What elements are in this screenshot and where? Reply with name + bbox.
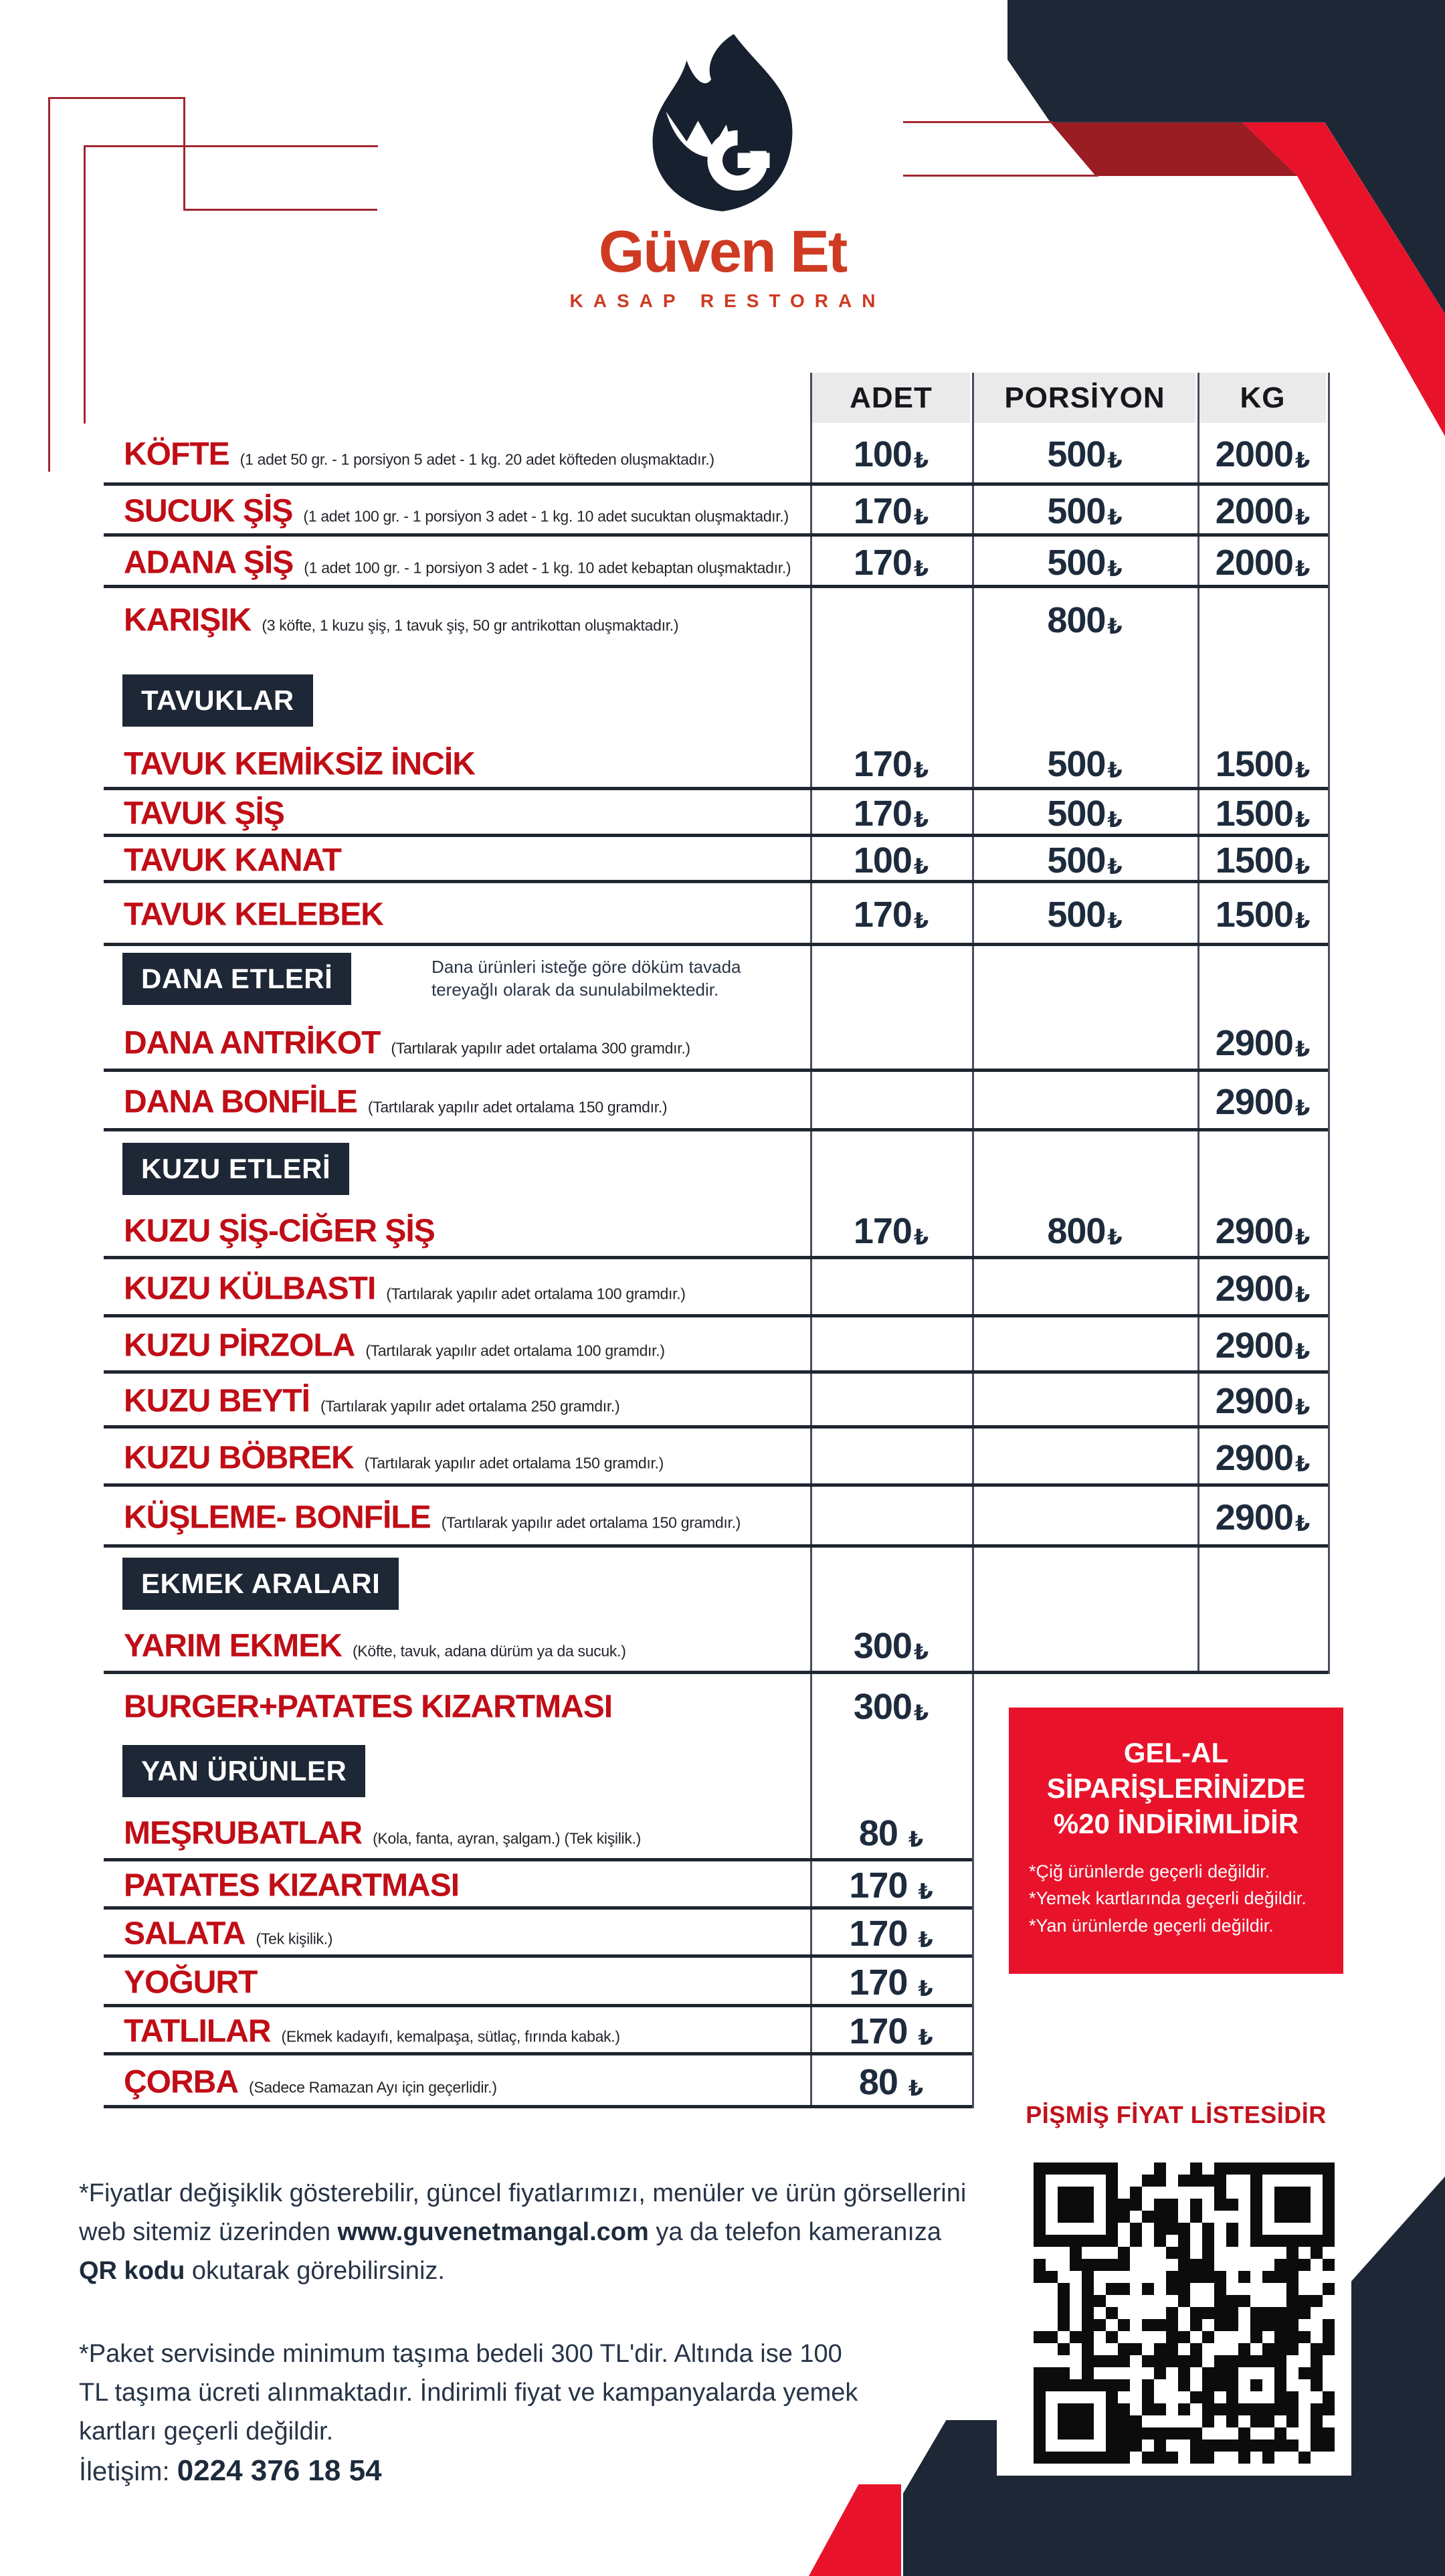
price-amount: 800 — [1047, 600, 1106, 640]
price-kg — [1197, 1210, 1328, 1252]
price-kg — [1197, 743, 1328, 785]
price-amount: 100 — [853, 434, 912, 474]
menu-row — [104, 2007, 1328, 2055]
price-porsiyon — [972, 894, 1197, 935]
lira-sign: ₺ — [913, 854, 929, 879]
price-kg — [1197, 434, 1328, 475]
price-amount: 1500 — [1215, 895, 1293, 935]
section-title: EKMEK ARALARI — [141, 1568, 381, 1599]
lira-sign: ₺ — [1294, 1225, 1311, 1249]
bottom-navy-wedge — [1351, 2177, 1445, 2476]
price-adet — [810, 2011, 972, 2052]
menu-row — [104, 1429, 1328, 1487]
item-name: KUZU ŞİŞ-CİĞER ŞİŞ — [124, 1213, 435, 1249]
lira-sign: ₺ — [1294, 1095, 1311, 1120]
price-kg — [1197, 1380, 1328, 1422]
lira-sign: ₺ — [1294, 1511, 1311, 1536]
website-url: www.guvenetmangal.com — [337, 2217, 649, 2246]
item-name: MEŞRUBATLAR — [124, 1815, 363, 1851]
price-porsiyon — [972, 1210, 1197, 1252]
lira-sign: ₺ — [1294, 808, 1311, 832]
item-note: (Köfte, tavuk, adana dürüm ya da sucuk.) — [352, 1642, 626, 1660]
lira-sign: ₺ — [1107, 808, 1123, 832]
price-adet — [810, 542, 972, 583]
lira-sign: ₺ — [1294, 1340, 1311, 1364]
price-amount: 2900 — [1215, 1023, 1293, 1063]
gel-al-note: *Yemek kartlarında geçerli değildir. — [1029, 1888, 1307, 1909]
lira-sign: ₺ — [918, 1928, 933, 1952]
brand-logo — [0, 32, 1445, 312]
price-kg — [1197, 542, 1328, 583]
lira-sign: ₺ — [1294, 556, 1311, 581]
item-name: BURGER+PATATES KIZARTMASI — [124, 1689, 613, 1725]
item-note: (1 adet 50 gr. - 1 porsiyon 5 adet - 1 kg. 20 adet köfteden oluşmaktadır.) — [239, 450, 714, 468]
price-amount: 170 — [849, 1914, 908, 1954]
menu-row — [104, 588, 1328, 652]
item-note: (Tek kişilik.) — [256, 1930, 333, 1948]
lira-sign: ₺ — [918, 2025, 933, 2049]
column-header-adet: ADET — [812, 373, 970, 423]
gel-al-title-line: SİPARİŞLERİNİZDE — [1046, 1772, 1306, 1804]
menu-row — [104, 1487, 1328, 1548]
price-amount: 800 — [1047, 1211, 1106, 1251]
menu-row — [104, 423, 1328, 486]
price-amount: 1500 — [1215, 840, 1293, 881]
section-badge — [122, 674, 313, 727]
price-amount: 170 — [853, 491, 912, 531]
item-note: (Tartılarak yapılır adet ortalama 150 gramdır.) — [441, 1513, 741, 1531]
price-kg — [1197, 840, 1328, 881]
lira-sign: ₺ — [1107, 614, 1123, 638]
price-amount: 170 — [853, 794, 912, 834]
footer-note-delivery: *Paket servisinde minimum taşıma bedeli 300 TL'dir. Altında ise 100 TL taşıma ücreti alınmaktadır. İndirimli fiyat ve kampanyalarda yemek kartları geçerli değildir. — [79, 2340, 858, 2446]
price-amount: 100 — [853, 840, 912, 881]
price-amount: 170 — [849, 1962, 908, 2003]
price-porsiyon — [972, 600, 1197, 641]
item-name: TAVUK KANAT — [124, 842, 341, 878]
price-adet — [810, 1686, 972, 1728]
lira-sign: ₺ — [913, 808, 929, 832]
menu-section-row — [104, 674, 1328, 727]
item-name: KUZU KÜLBASTI — [124, 1271, 376, 1306]
price-adet — [810, 1210, 972, 1252]
item-name: SUCUK ŞİŞ — [124, 493, 293, 529]
item-note: (Tartılarak yapılır adet ortalama 100 gramdır.) — [386, 1285, 686, 1302]
section-title: TAVUKLAR — [141, 684, 294, 716]
gel-al-discount-box — [1009, 1708, 1343, 1974]
lira-sign: ₺ — [908, 2076, 924, 2100]
contact-label: İletişim: — [79, 2457, 177, 2486]
lira-sign: ₺ — [1107, 556, 1123, 581]
lira-sign: ₺ — [1294, 448, 1311, 472]
price-amount: 500 — [1047, 840, 1106, 881]
price-amount: 2900 — [1215, 1497, 1293, 1538]
item-name: TAVUK KELEBEK — [124, 897, 383, 933]
item-note: (Sadece Ramazan Ayı için geçerlidir.) — [249, 2078, 497, 2096]
bottom-navy-tower — [903, 2420, 997, 2576]
price-porsiyon — [972, 434, 1197, 475]
price-adet — [810, 894, 972, 935]
bottom-red-band — [809, 2484, 901, 2576]
lira-sign: ₺ — [913, 1701, 929, 1725]
price-adet — [810, 1962, 972, 2003]
menu-row — [104, 883, 1328, 946]
price-adet — [810, 793, 972, 834]
qr-code — [1034, 2163, 1335, 2464]
price-amount: 500 — [1047, 491, 1106, 531]
lira-sign: ₺ — [1107, 448, 1123, 472]
section-title: DANA ETLERİ — [141, 963, 333, 994]
price-amount: 80 — [858, 2061, 898, 2102]
price-amount: 500 — [1047, 895, 1106, 935]
contact-line — [79, 2454, 382, 2488]
item-name: TAVUK KEMİKSİZ İNCİK — [124, 746, 475, 782]
price-adet — [810, 743, 972, 785]
item-note: (1 adet 100 gr. - 1 porsiyon 3 adet - 1 kg. 10 adet sucuktan oluşmaktadır.) — [303, 507, 789, 525]
menu-row — [104, 486, 1328, 537]
price-amount: 80 — [858, 1813, 898, 1853]
item-name: SALATA — [124, 1916, 246, 1952]
item-note: (Kola, fanta, ayran, şalgam.) (Tek kişilik.) — [373, 1829, 642, 1847]
price-amount: 300 — [853, 1626, 912, 1666]
lira-sign: ₺ — [918, 1879, 933, 1904]
price-porsiyon — [972, 840, 1197, 881]
column-header-kg: KG — [1199, 373, 1326, 423]
lira-sign: ₺ — [1294, 1282, 1311, 1307]
menu-row — [104, 1072, 1328, 1131]
price-amount: 170 — [849, 2011, 908, 2051]
lira-sign: ₺ — [913, 556, 929, 581]
lira-sign: ₺ — [1107, 854, 1123, 879]
column-header-porsiyon: PORSİYON — [974, 373, 1195, 423]
price-adet — [810, 1813, 972, 1854]
item-note: (Tartılarak yapılır adet ortalama 100 gramdır.) — [365, 1342, 665, 1360]
price-amount: 170 — [849, 1865, 908, 1906]
cooked-price-note: PİŞMİŞ FİYAT LİSTESİDİR — [1026, 2101, 1327, 2128]
price-amount: 2000 — [1215, 434, 1293, 474]
gel-al-title-line: GEL-AL — [1123, 1737, 1229, 1768]
menu-row — [104, 1618, 1328, 1674]
item-name: KARIŞIK — [124, 602, 252, 638]
item-name: TAVUK ŞİŞ — [124, 796, 284, 832]
item-name: KÖFTE — [124, 436, 229, 472]
table-grid-line — [1328, 373, 1330, 1674]
contact-phone: 0224 376 18 54 — [177, 2454, 382, 2487]
item-name: TATLILAR — [124, 2013, 271, 2049]
menu-row — [104, 790, 1328, 837]
item-name: DANA ANTRİKOT — [124, 1025, 381, 1061]
gel-al-note: *Yan ürünlerde geçerli değildir. — [1029, 1915, 1274, 1936]
item-name: KUZU BÖBREK — [124, 1440, 354, 1475]
item-name: YOĞURT — [124, 1964, 258, 2001]
item-note: (Ekmek kadayıfı, kemalpaşa, sütlaç, fırında kabak.) — [281, 2027, 620, 2045]
item-note: (3 köfte, 1 kuzu şiş, 1 tavuk şiş, 50 gr antrikottan oluşmaktadır.) — [262, 616, 679, 634]
section-badge — [122, 1558, 399, 1610]
price-adet — [810, 1865, 972, 1906]
price-porsiyon — [972, 743, 1197, 785]
price-kg — [1197, 1325, 1328, 1366]
price-amount: 500 — [1047, 434, 1106, 474]
item-name: KÜŞLEME- BONFİLE — [124, 1499, 431, 1535]
price-kg — [1197, 894, 1328, 935]
price-amount: 170 — [853, 744, 912, 784]
menu-row — [104, 1317, 1328, 1374]
price-porsiyon — [972, 793, 1197, 834]
price-amount: 2900 — [1215, 1325, 1293, 1366]
price-adet — [810, 434, 972, 475]
footer-text: *Fiyatlar değişiklik gösterebilir, güncel fiyatlarımızı, menüler ve ürün görsellerini web sitemiz üzerinden — [79, 2179, 967, 2246]
price-amount: 2900 — [1215, 1211, 1293, 1251]
item-note: (Tartılarak yapılır adet ortalama 150 gramdır.) — [367, 1098, 668, 1115]
lira-sign: ₺ — [1294, 854, 1311, 879]
price-kg — [1197, 1437, 1328, 1479]
price-amount: 2000 — [1215, 491, 1293, 531]
menu-section-row — [104, 1558, 1328, 1610]
price-amount: 2900 — [1215, 1381, 1293, 1421]
lira-sign: ₺ — [1294, 505, 1311, 529]
price-amount: 500 — [1047, 744, 1106, 784]
price-porsiyon — [972, 490, 1197, 532]
price-adet — [810, 1625, 972, 1667]
price-kg — [1197, 1022, 1328, 1064]
menu-row — [104, 537, 1328, 588]
price-adet — [810, 840, 972, 881]
item-name: PATATES KIZARTMASI — [124, 1867, 460, 1904]
section-title: KUZU ETLERİ — [141, 1153, 331, 1184]
footer-text: ya da telefon kameranıza — [648, 2217, 942, 2246]
qr-mention: QR kodu — [79, 2256, 185, 2285]
gel-al-note: *Çiğ ürünlerde geçerli değildir. — [1029, 1861, 1270, 1881]
lira-sign: ₺ — [1107, 909, 1123, 933]
lira-sign: ₺ — [908, 1827, 924, 1851]
item-note: (Tartılarak yapılır adet ortalama 300 gramdır.) — [391, 1039, 690, 1057]
menu-row — [104, 1014, 1328, 1072]
item-name: YARIM EKMEK — [124, 1628, 342, 1664]
item-name: ADANA ŞİŞ — [124, 545, 294, 580]
menu-row — [104, 1374, 1328, 1429]
price-kg — [1197, 1081, 1328, 1123]
item-note: (1 adet 100 gr. - 1 porsiyon 3 adet - 1 kg. 10 adet kebaptan oluşmaktadır.) — [304, 559, 791, 576]
price-amount: 500 — [1047, 794, 1106, 834]
footer-text: okutarak görebilirsiniz. — [185, 2256, 445, 2285]
price-adet — [810, 2061, 972, 2103]
lira-sign: ₺ — [913, 1640, 929, 1664]
section-badge — [122, 953, 351, 1005]
price-kg — [1197, 1497, 1328, 1538]
lira-sign: ₺ — [1107, 758, 1123, 782]
price-amount: 500 — [1047, 542, 1106, 583]
price-amount: 300 — [853, 1687, 912, 1727]
lira-sign: ₺ — [913, 909, 929, 933]
flame-icon — [622, 32, 823, 221]
price-amount: 170 — [853, 895, 912, 935]
price-amount: 1500 — [1215, 794, 1293, 834]
item-name: ÇORBA — [124, 2064, 238, 2100]
price-adet — [810, 1913, 972, 1954]
footer-note-prices — [79, 2175, 969, 2290]
price-kg — [1197, 1268, 1328, 1309]
item-name: KUZU BEYTİ — [124, 1383, 310, 1419]
menu-row — [104, 1203, 1328, 1259]
price-adet — [810, 490, 972, 532]
price-amount: 1500 — [1215, 744, 1293, 784]
price-amount: 2900 — [1215, 1437, 1293, 1478]
gel-al-title-line: %20 İNDİRİMLİDİR — [1053, 1807, 1299, 1839]
price-porsiyon — [972, 542, 1197, 583]
lira-sign: ₺ — [1294, 758, 1311, 782]
lira-sign: ₺ — [913, 1225, 929, 1249]
item-note: (Tartılarak yapılır adet ortalama 150 gramdır.) — [364, 1454, 664, 1471]
lira-sign: ₺ — [913, 505, 929, 529]
price-amount: 2900 — [1215, 1268, 1293, 1309]
lira-sign: ₺ — [1107, 1225, 1123, 1249]
menu-section-row — [104, 1143, 1328, 1195]
gel-al-notes — [1029, 1858, 1323, 1940]
section-badge — [122, 1143, 349, 1195]
price-kg — [1197, 490, 1328, 532]
lira-sign: ₺ — [1294, 1395, 1311, 1419]
price-amount: 2000 — [1215, 542, 1293, 583]
lira-sign: ₺ — [1294, 1451, 1311, 1476]
item-note: (Tartılarak yapılır adet ortalama 250 gramdır.) — [320, 1397, 620, 1415]
menu-row — [104, 837, 1328, 883]
menu-row — [104, 1259, 1328, 1317]
brand-tagline: KASAP RESTORAN — [569, 290, 886, 311]
lira-sign: ₺ — [913, 758, 929, 782]
lira-sign: ₺ — [913, 448, 929, 472]
lira-sign: ₺ — [918, 1976, 933, 2001]
lira-sign: ₺ — [1294, 909, 1311, 933]
section-badge — [122, 1745, 365, 1797]
item-name: KUZU PİRZOLA — [124, 1327, 355, 1364]
bottom-navy-band — [997, 2476, 1445, 2576]
lira-sign: ₺ — [1107, 505, 1123, 529]
section-title: YAN ÜRÜNLER — [141, 1755, 347, 1786]
price-amount: 170 — [853, 1211, 912, 1251]
section-note: Dana ürünleri isteğe göre döküm tavada tereyağlı olarak da sunulabilmektedir. — [431, 957, 741, 1000]
price-kg — [1197, 793, 1328, 834]
brand-wordmark: Güven Et — [598, 218, 847, 284]
menu-section-row — [104, 953, 1328, 1005]
item-name: DANA BONFİLE — [124, 1084, 357, 1119]
price-amount: 2900 — [1215, 1081, 1293, 1122]
menu-row — [104, 738, 1328, 790]
price-amount: 170 — [853, 542, 912, 583]
lira-sign: ₺ — [1294, 1037, 1311, 1061]
